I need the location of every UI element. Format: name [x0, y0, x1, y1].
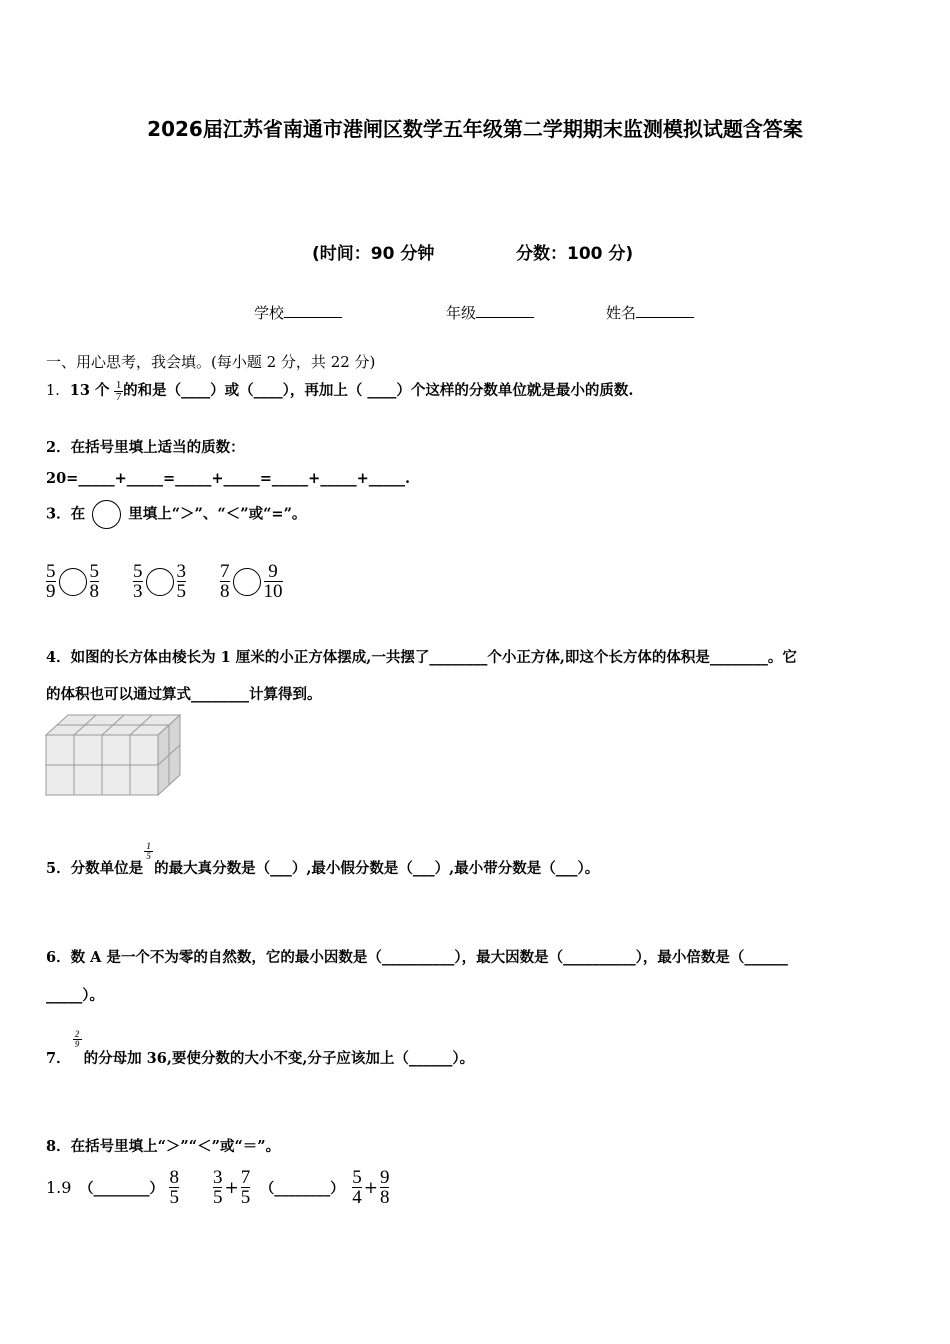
- q8-fraction-c: $\frac{7}{5}$: [240, 1167, 251, 1208]
- question-3: [46, 500, 306, 529]
- q2-equation: 20=_____+_____=_____+_____=_____+_____+_____.: [46, 470, 411, 487]
- q3-p2-left-num: 5: [133, 561, 143, 582]
- q3-p3-left-den: 8: [220, 581, 230, 602]
- plus-sign: +: [363, 1177, 378, 1198]
- q3-pair-1: [46, 562, 99, 601]
- q3-pair-2: [133, 562, 186, 601]
- q1-numerator: 1: [115, 378, 122, 391]
- q3-pair-3: [220, 562, 283, 601]
- q7-fraction: [73, 1030, 82, 1049]
- q5-fraction: [144, 842, 153, 861]
- q3-p3-right-den: 10: [263, 581, 283, 602]
- compare-circle[interactable]: [233, 568, 261, 596]
- question-8: 8．在括号里填上“＞”“＜”或“＝”。: [46, 1138, 281, 1155]
- question-1: [46, 379, 633, 403]
- grade-label: 年级: [446, 304, 477, 322]
- q3-p2-right-den: 5: [176, 581, 186, 602]
- question-7: [46, 1029, 475, 1068]
- q3-p3-right-num: 9: [268, 561, 278, 582]
- q6-line-2: _____）。: [46, 987, 104, 1004]
- question-5: [46, 841, 600, 878]
- question-2: 2．在括号里填上适当的质数：: [46, 439, 245, 456]
- q8-blank-2[interactable]: （________）: [260, 1180, 345, 1197]
- q1-denominator: 7: [115, 390, 122, 403]
- grade-line: [476, 317, 534, 318]
- q8-fraction-d: $\frac{5}{4}$: [352, 1167, 362, 1208]
- q5-text-a: 5．分数单位是: [46, 860, 144, 877]
- q3-p3-left-num: 7: [220, 561, 230, 582]
- question-4: 4．如图的长方体由棱长为 1 厘米的小正方体摆成,一共摆了________个小正方体,即这个长方体的体积是________。它: [46, 649, 797, 666]
- q3-p1-right-den: 8: [89, 581, 99, 602]
- q1-number: 1．: [46, 383, 70, 399]
- q3-p1-right-num: 5: [89, 561, 99, 582]
- school-label: 学校: [254, 304, 285, 322]
- q5-text-b: 的最大真分数是（___）,最小假分数是（___）,最小带分数是（___）。: [154, 860, 600, 877]
- school-line: [284, 317, 342, 318]
- exam-time: (时间：90 分钟: [312, 244, 435, 264]
- question-6: 6．数 A 是一个不为零的自然数，它的最小因数是（__________），最大因数是（__________），最小倍数是（______: [46, 949, 788, 966]
- q8-fraction-b: $\frac{3}{5}$: [212, 1167, 223, 1208]
- q3-p1-left-den: 9: [46, 581, 56, 602]
- name-line: [636, 317, 694, 318]
- q7-number: 7．: [46, 1050, 71, 1067]
- plus-sign: +: [224, 1177, 239, 1198]
- q8-expressions: [46, 1168, 389, 1207]
- q5-denominator: 5: [146, 851, 151, 861]
- q3-p2-right-num: 3: [176, 561, 186, 582]
- q8-value: 1.9: [46, 1178, 72, 1197]
- school-field: [254, 302, 342, 323]
- q8-fraction-a: $\frac{8}{5}$: [169, 1167, 179, 1208]
- q3-p2-left-den: 3: [133, 581, 143, 602]
- q4-line-2: 的体积也可以通过算式________计算得到。: [46, 686, 322, 703]
- q7-text: 的分母加 36,要使分数的大小不变,分子应该加上（______）。: [83, 1050, 475, 1067]
- q8-blank-1[interactable]: （________）: [79, 1180, 164, 1197]
- name-field: [606, 302, 694, 323]
- section-heading: 一、用心思考，我会填。(每小题 2 分，共 22 分): [46, 353, 376, 371]
- compare-circle[interactable]: [146, 568, 174, 596]
- compare-circle[interactable]: [59, 568, 87, 596]
- name-label: 姓名: [606, 304, 637, 322]
- q3-p1-left-num: 5: [46, 561, 56, 582]
- page-title: 2026届江苏省南通市港闸区数学五年级第二学期期末监测模拟试题含答案: [147, 117, 803, 141]
- q3-comparisons: [46, 562, 283, 601]
- cuboid-figure: [44, 713, 184, 799]
- q3-text-b: 里填上“＞”、“＜”或“=”。: [128, 505, 307, 523]
- q7-numerator: 2: [74, 1029, 80, 1039]
- circle-icon: [92, 500, 121, 529]
- q3-text-a: 3．在: [46, 505, 86, 523]
- q1-text-b: 的和是（____）或（____），再加上（ ____）个这样的分数单位就是最小的质数.: [123, 382, 634, 399]
- q7-denominator: 9: [74, 1039, 80, 1049]
- grade-field: [446, 302, 534, 323]
- q5-numerator: 1: [146, 841, 151, 851]
- q8-fraction-e: $\frac{9}{8}$: [379, 1167, 390, 1208]
- q1-text-a: 13 个: [69, 382, 110, 399]
- exam-score: 分数：100 分): [516, 244, 634, 264]
- q1-fraction: [114, 380, 123, 403]
